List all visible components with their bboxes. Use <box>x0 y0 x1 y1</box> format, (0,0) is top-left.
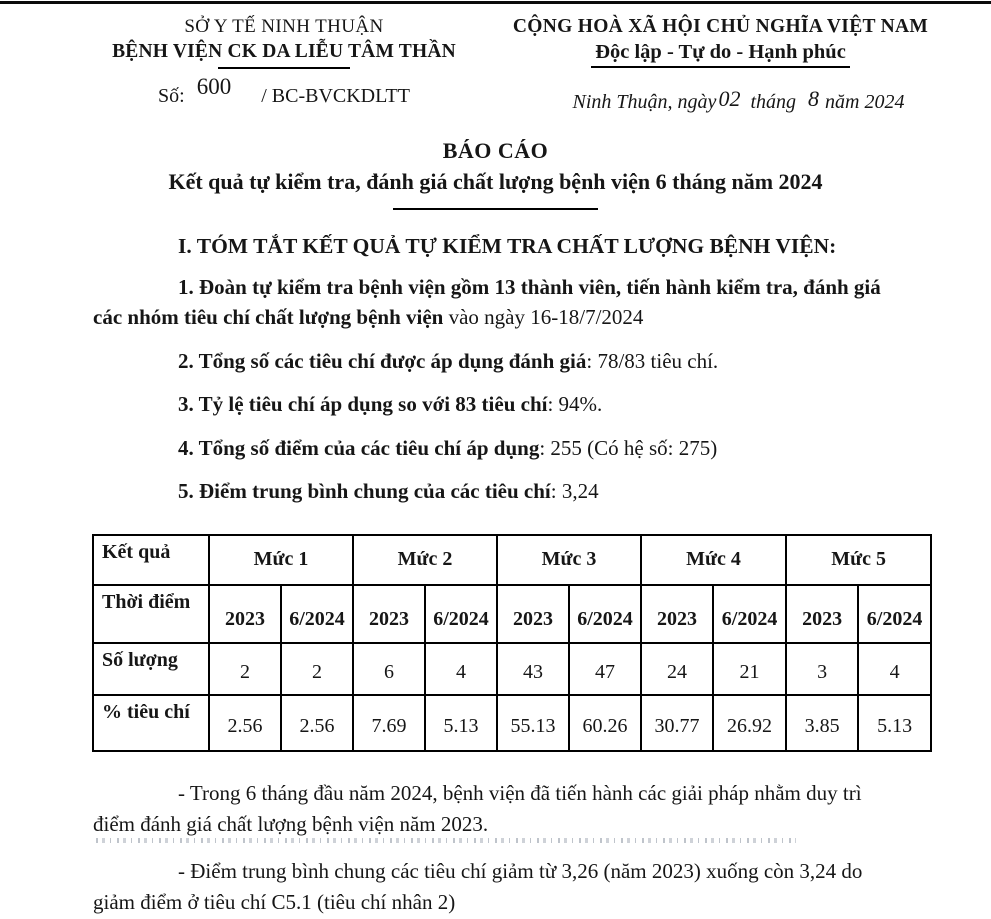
table-row-periods <box>93 585 931 643</box>
list-item-2 <box>93 346 901 376</box>
parent-agency-name: SỞ Y TẾ NINH THUẬN <box>184 16 384 37</box>
national-header-block <box>480 16 961 114</box>
table-value-cell: 4 <box>858 643 931 695</box>
section-heading: I. TÓM TẮT KẾT QUẢ TỰ KIỂM TRA CHẤT LƯỢNG BỆNH VIỆN: <box>178 234 837 258</box>
table-corner-label: Kết quả <box>93 535 209 585</box>
date-prefix: Ninh Thuận, ngày <box>572 91 717 113</box>
item-4-bold-text: 4. Tổng số điểm của các tiêu chí áp dụng <box>178 435 540 460</box>
page-top-rule <box>0 1 991 4</box>
table-value-cell: 2.56 <box>209 695 281 751</box>
table-period-cell: 2023 <box>209 585 281 643</box>
table-value-cell: 6 <box>353 643 425 695</box>
document-subtitle: Kết quả tự kiểm tra, đánh giá chất lượng bệnh viện 6 tháng năm 2024 <box>168 169 823 194</box>
item-1-normal-text: vào ngày 16-18/7/2024 <box>443 305 644 330</box>
table-period-cell: 6/2024 <box>569 585 641 643</box>
table-value-cell: 5.13 <box>858 695 931 751</box>
table-value-cell: 2.56 <box>281 695 353 751</box>
table-group-muc5: Mức 5 <box>786 535 931 585</box>
table-period-cell: 2023 <box>786 585 858 643</box>
item-3-bold-text: 3. Tỷ lệ tiêu chí áp dụng so với 83 tiêu chí <box>178 392 548 417</box>
table-period-cell: 2023 <box>353 585 425 643</box>
date-year-text: năm 2024 <box>825 91 905 113</box>
table-period-cell: 6/2024 <box>858 585 931 643</box>
document-number-line <box>88 74 480 108</box>
results-table <box>92 534 932 752</box>
national-motto: Độc lập - Tự do - Hạnh phúc <box>591 41 850 68</box>
table-row-groups <box>93 535 931 585</box>
list-item-5 <box>93 476 901 506</box>
table-value-cell: 47 <box>569 643 641 695</box>
table-period-cell: 6/2024 <box>425 585 497 643</box>
table-value-cell: 2 <box>209 643 281 695</box>
date-day-value: 02 <box>718 86 741 111</box>
table-group-muc3: Mức 3 <box>497 535 641 585</box>
table-value-cell: 60.26 <box>569 695 641 751</box>
table-group-muc2: Mức 2 <box>353 535 497 585</box>
document-body <box>0 234 991 507</box>
table-period-cell: 2023 <box>497 585 569 643</box>
date-month-label: tháng <box>750 91 796 113</box>
hospital-name-underline <box>218 67 350 69</box>
item-1-bold-text: 1. Đoàn tự kiểm tra bệnh viện gồm 13 thành viên, tiến hành kiểm tra, đánh giá các nhóm tiêu chí chất lượng bệnh viện <box>93 275 881 330</box>
table-value-cell: 3.85 <box>786 695 858 751</box>
table-value-cell: 24 <box>641 643 713 695</box>
item-5-normal-text: : 3,24 <box>550 479 599 504</box>
item-3-normal-text: : 94%. <box>547 392 603 417</box>
list-item-1 <box>93 272 901 333</box>
table-value-cell: 3 <box>786 643 858 695</box>
table-period-cell: 2023 <box>641 585 713 643</box>
table-group-muc4: Mức 4 <box>641 535 786 585</box>
item-5-bold-text: 5. Điểm trung bình chung của các tiêu chí <box>178 479 551 504</box>
table-value-cell: 5.13 <box>425 695 497 751</box>
date-month-value: 8 <box>808 86 819 111</box>
table-period-cell: 6/2024 <box>713 585 786 643</box>
table-value-cell: 2 <box>281 643 353 695</box>
note-paragraph-2: - Điểm trung bình chung các tiêu chí giảm từ 3,26 (năm 2023) xuống còn 3,24 do giảm điểm ở tiêu chí C5.1 (tiêu chí nhân 2) <box>93 858 863 915</box>
table-row-label-period: Thời điểm <box>93 585 209 643</box>
list-item-3 <box>93 389 901 419</box>
document-number-suffix: / BC-BVCKDLTT <box>261 85 410 107</box>
table-value-cell: 7.69 <box>353 695 425 751</box>
place-date-line <box>480 88 961 114</box>
item-2-bold-text: 2. Tổng số các tiêu chí được áp dụng đánh giá <box>178 348 587 373</box>
cutoff-next-line-strip <box>96 838 796 843</box>
national-title: CỘNG HOÀ XÃ HỘI CHỦ NGHĨA VIỆT NAM <box>512 16 929 37</box>
list-item-4 <box>93 433 901 463</box>
table-row-label-quantity: Số lượng <box>93 643 209 695</box>
table-value-cell: 43 <box>497 643 569 695</box>
issuing-agency-block <box>88 16 480 114</box>
table-value-cell: 26.92 <box>713 695 786 751</box>
document-title-block <box>0 138 991 210</box>
item-2-normal-text: : 78/83 tiêu chí. <box>586 348 719 373</box>
document-header <box>0 0 991 114</box>
table-value-cell: 4 <box>425 643 497 695</box>
document-number-label: Số: <box>158 85 185 107</box>
table-row-percentage <box>93 695 931 751</box>
document-title: BÁO CÁO <box>442 138 549 163</box>
hospital-name: BỆNH VIỆN CK DA LIỄU TÂM THẦN <box>112 41 456 62</box>
table-group-muc1: Mức 1 <box>209 535 353 585</box>
table-period-cell: 6/2024 <box>281 585 353 643</box>
table-value-cell: 55.13 <box>497 695 569 751</box>
note-paragraph-1: - Trong 6 tháng đầu năm 2024, bệnh viện đã tiến hành các giải pháp nhằm duy trì điểm đánh giá chất lượng bệnh viện năm 2023. <box>93 780 862 837</box>
table-value-cell: 21 <box>713 643 786 695</box>
table-value-cell: 30.77 <box>641 695 713 751</box>
item-4-normal-text: : 255 (Có hệ số: 275) <box>539 435 718 460</box>
title-separator-line <box>393 208 598 210</box>
table-row-quantity <box>93 643 931 695</box>
table-row-label-percentage: % tiêu chí <box>93 695 209 751</box>
document-number-value: 600 <box>196 74 232 99</box>
document-notes <box>0 778 991 919</box>
